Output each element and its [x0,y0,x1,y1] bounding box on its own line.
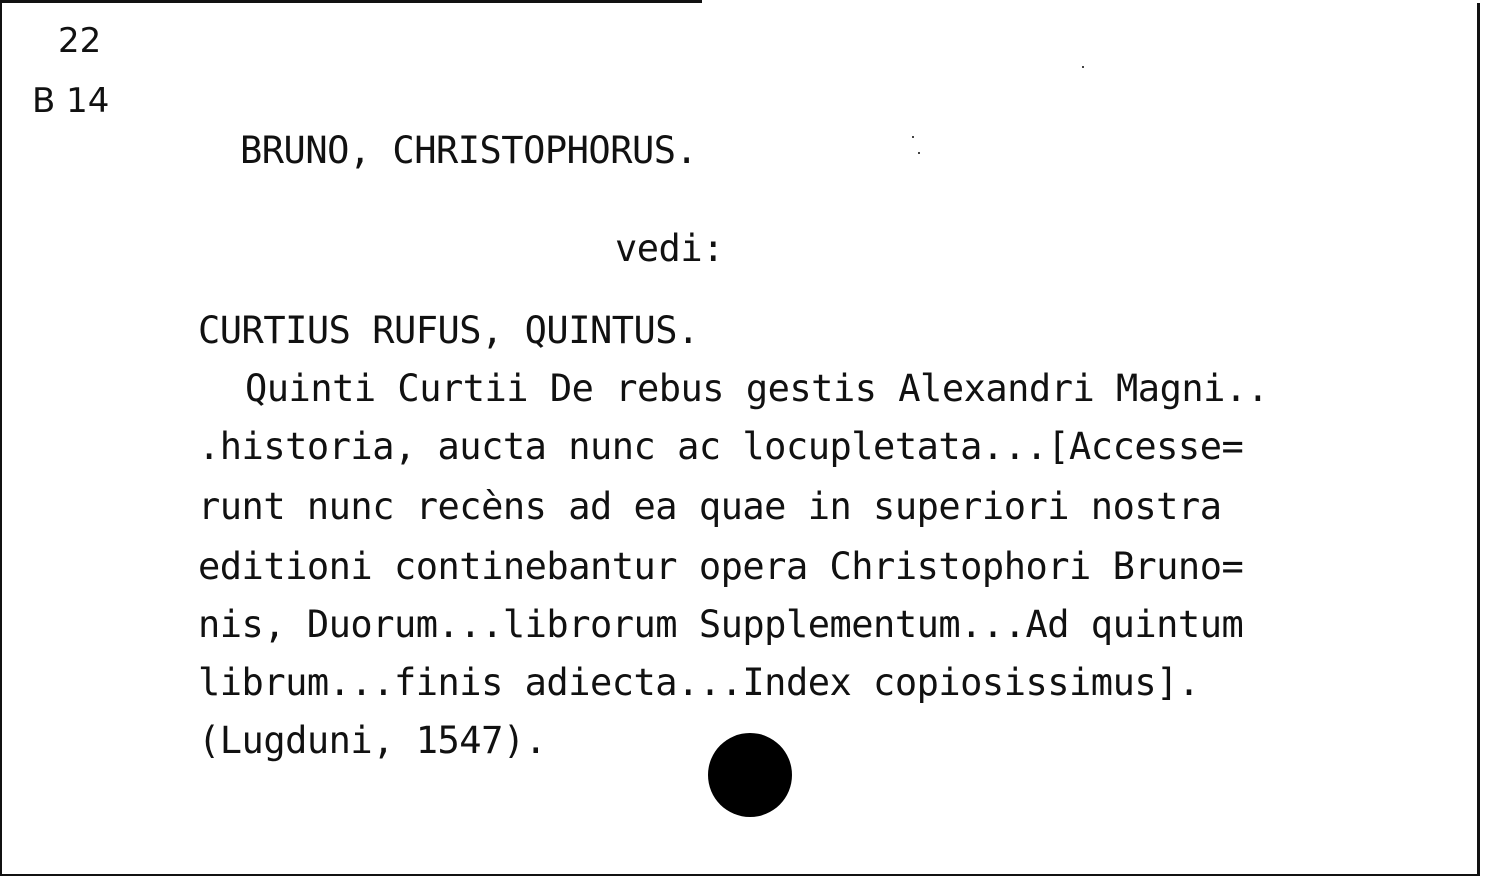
card-edge-gap [702,0,1486,3]
main-entry-heading: CURTIUS RUFUS, QUINTUS. [198,309,699,352]
shelfmark-number: 22 [58,21,102,61]
speck-mark [918,152,920,154]
shelfmark-code: B 14 [32,81,110,121]
description-line: Quinti Curtii De rebus gestis Alexandri Magni.. [245,367,1269,410]
punch-hole-mark [708,733,792,817]
description-line: editioni continebantur opera Christophori Bruno= [198,545,1244,588]
description-line: nis, Duorum...librorum Supplementum...Ad quintum [198,603,1244,646]
description-line: runt nunc recèns ad ea quae in superiori nostra [198,485,1222,528]
description-line: .historia, aucta nunc ac locupletata...[Accesse= [198,425,1244,468]
speck-mark [1082,66,1084,68]
speck-mark [912,136,914,138]
description-line: (Lugduni, 1547). [198,719,547,762]
see-reference-label: vedi: [615,227,724,270]
author-heading: BRUNO, CHRISTOPHORUS. [240,129,698,172]
description-line: librum...finis adiecta...Index copiosissimus]. [198,661,1200,704]
